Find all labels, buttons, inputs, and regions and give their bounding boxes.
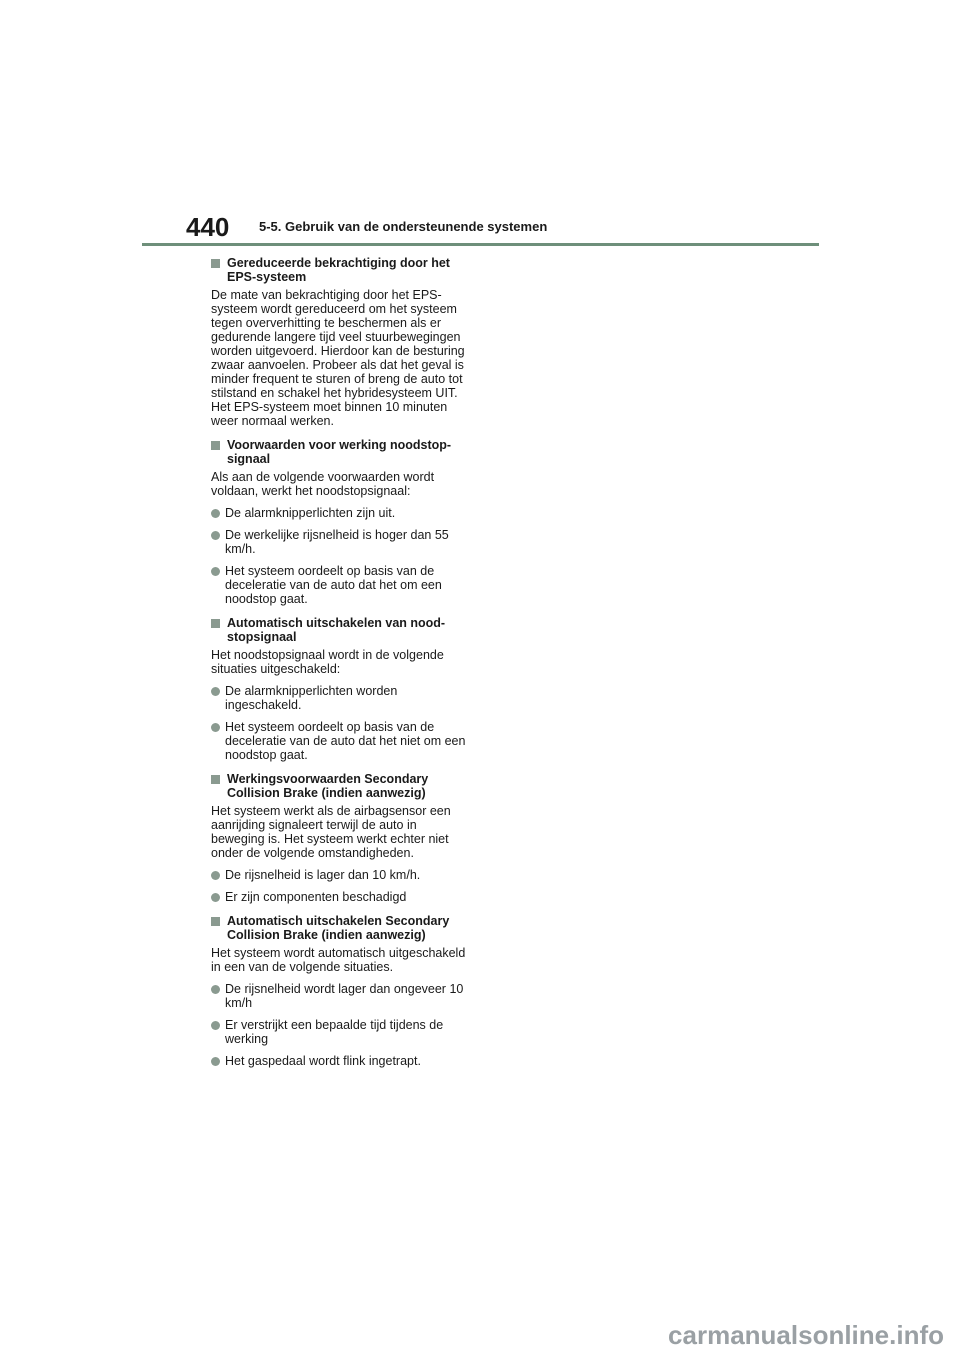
header-rule bbox=[142, 243, 819, 246]
section-heading: Gereduceerde bekrachtiging door het EPS-systeem bbox=[211, 256, 473, 284]
square-bullet-icon bbox=[211, 259, 220, 268]
square-bullet-icon bbox=[211, 775, 220, 784]
square-bullet-icon bbox=[211, 441, 220, 450]
list-item: Het systeem oordeelt op basis van de deceleratie van de auto dat het om een noodstop gaat. bbox=[211, 564, 473, 606]
page-number: 440 bbox=[186, 212, 230, 242]
section-paragraph: De mate van bekrachtiging door het EPS-systeem wordt gereduceerd om het systeem tegen oververhitting te beschermen als er gedurende langere tijd veel stuurbewegingen worden uitgevoerd. Hierdoor kan de besturing zwaar aanvoelen. Probeer als dat het geval is minder frequent te sturen of breng de auto tot stilstand en schakel het hybridesysteem UIT. Het EPS-systeem moet binnen 10 minuten weer normaal werken. bbox=[211, 288, 465, 428]
list-item: De rijsnelheid is lager dan 10 km/h. bbox=[211, 868, 473, 882]
list-item: Het systeem oordeelt op basis van de deceleratie van de auto dat het niet om een noodstop gaat. bbox=[211, 720, 473, 762]
circle-bullet-icon bbox=[211, 531, 220, 540]
square-bullet-icon bbox=[211, 619, 220, 628]
circle-bullet-icon bbox=[211, 509, 220, 518]
section-heading: Automatisch uitschakelen Secondary Collision Brake (indien aanwezig) bbox=[211, 914, 473, 942]
list-item: De alarmknipperlichten worden ingeschakeld. bbox=[211, 684, 473, 712]
section-paragraph: Het systeem wordt automatisch uitgeschakeld in een van de volgende situaties. bbox=[211, 946, 466, 974]
main-content bbox=[211, 256, 473, 1068]
list-item: De alarmknipperlichten zijn uit. bbox=[211, 506, 473, 520]
circle-bullet-icon bbox=[211, 985, 220, 994]
section-heading: Voorwaarden voor werking noodstop-signaal bbox=[211, 438, 473, 466]
list-item: Het gaspedaal wordt flink ingetrapt. bbox=[211, 1054, 473, 1068]
list-item: Er verstrijkt een bepaalde tijd tijdens de werking bbox=[211, 1018, 473, 1046]
watermark: carmanualsonline.info bbox=[668, 1320, 944, 1350]
circle-bullet-icon bbox=[211, 893, 220, 902]
section-heading: Automatisch uitschakelen van nood-stopsignaal bbox=[211, 616, 473, 644]
circle-bullet-icon bbox=[211, 871, 220, 880]
circle-bullet-icon bbox=[211, 687, 220, 696]
chapter-title: 5-5. Gebruik van de ondersteunende systemen bbox=[259, 219, 548, 234]
circle-bullet-icon bbox=[211, 1057, 220, 1066]
list-item: Er zijn componenten beschadigd bbox=[211, 890, 473, 904]
circle-bullet-icon bbox=[211, 567, 220, 576]
section-paragraph: Het systeem werkt als de airbagsensor een aanrijding signaleert terwijl de auto in beweging is. Het systeem werkt echter niet onder de volgende omstandigheden. bbox=[211, 804, 451, 860]
circle-bullet-icon bbox=[211, 723, 220, 732]
square-bullet-icon bbox=[211, 917, 220, 926]
list-item: De rijsnelheid wordt lager dan ongeveer 10 km/h bbox=[211, 982, 473, 1010]
section-paragraph: Als aan de volgende voorwaarden wordt voldaan, werkt het noodstopsignaal: bbox=[211, 470, 435, 498]
section-paragraph: Het noodstopsignaal wordt in de volgende situaties uitgeschakeld: bbox=[211, 648, 444, 676]
list-item: De werkelijke rijsnelheid is hoger dan 55 km/h. bbox=[211, 528, 473, 556]
section-heading: Werkingsvoorwaarden Secondary Collision Brake (indien aanwezig) bbox=[211, 772, 473, 800]
circle-bullet-icon bbox=[211, 1021, 220, 1030]
